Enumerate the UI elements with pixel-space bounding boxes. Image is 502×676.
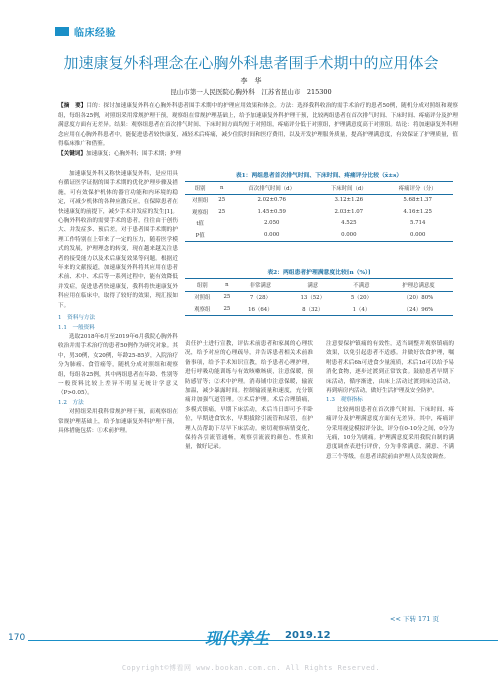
section-tag <box>0 24 116 39</box>
table-1-header: 首次排气时间（d） <box>248 185 295 192</box>
table-row <box>185 229 453 241</box>
heading-materials-methods: 1 资料与方法 <box>58 315 96 322</box>
author: 李 华 <box>240 77 262 85</box>
table-cell: 3.12±1.26 <box>334 197 364 204</box>
table-2-header: 非常满意 <box>249 282 272 289</box>
abstract <box>58 102 458 159</box>
table-cell: 25 <box>223 294 231 301</box>
table-cell: 7（28） <box>249 295 271 302</box>
abstract-text: 目的：探讨加速康复外科在心胸外科患者围手术期中的护理应用效果和体会。方法：选择我科收治的需手术治疗的患者50例，随机分成对照组和观察组，每组各25例，对照组采用常规护理干预，观察组在常规护理基础上，给予加速康复外科护理干预，比较两组患者在首次排气时间、下床时间、疼痛评分及护理满意度方面有无差异。结果：观察组患者在首次排气时间、下床时间方面均短于对照组，疼痛评分低于对照组，护理满意度高于对照组。结论：将加速康复外科理念应用在心胸外科患者中，能促进患者较快康复，减轻术后疼痛，减少住院时间和医疗费用，以及开发护理服务质量，提高护理满意度，有效保证了护理质量，值得临床推广和借鉴。 <box>58 103 458 147</box>
table-cell: 25 <box>218 208 226 215</box>
table-cell: 2.02±0.76 <box>257 197 286 204</box>
table-cell: 13（52） <box>300 295 325 302</box>
table-cell: 1.45±0.59 <box>257 208 286 215</box>
table-cell: 对照组 <box>192 198 209 205</box>
intro-paragraph: 加速康复外科又称快速康复外科，是应用具有循证医学证据的围手术期的优化护理步骤及措施，可有效保护机体的器官功能和内环境的稳定，可减少机体的各种应激反应，在保障患者在快速康复的前提下，减少手术并发症的发生[1]。心胸外科收治的需要手术的患者，往往由于创伤大、并发症多、预后差。对于患者围手术期的护理工作特别在上带来了一定的压力，随着医学模式的发展，护理理念的转变，现在越来越关注患者的接受能力以及术后康复效果等问题。根据近年来的文献报道，加速康复外科将其应用在患者术前、术中、术后等一系列过程中，能有效降低并发症，促进患者快速康复，我科将快速康复外科应用在临床中，取得了较好的效果，现汇报如下。 <box>58 171 178 309</box>
table-cell: 观察组 <box>192 209 209 216</box>
table-1-header: 疼痛评分（分） <box>398 185 437 192</box>
table-1-header: n <box>219 184 224 191</box>
table-cell: 5.714 <box>409 220 426 227</box>
table-2-header: 组别 <box>196 282 208 289</box>
table-row <box>185 303 453 315</box>
table-1-caption: 表1：两组患者首次排气时间、下床时间、疼痛评分比较（x̄±s） <box>235 173 403 179</box>
heading-observation-index: 1.3 观察指标 <box>326 397 363 404</box>
continued-note: << 下转 171 页 <box>390 615 439 623</box>
page-number: 170 <box>8 633 26 643</box>
table-cell: （24）96% <box>403 306 434 313</box>
table-2-header: 不满意 <box>353 282 370 289</box>
table-cell: 4.525 <box>341 220 357 227</box>
table-row <box>185 291 453 303</box>
observation-paragraph: 比较两组患者在首次排气时间、下床时间、疼痛评分及护理满意度方面有无差异。其中，疼痛评分采用视觉模拟评分法，评分在0-10分之间，0分为无痛，10分为剧痛。护理满意度采用我院自制的满意度调查表进行评价，分为非常满意、满意、不满意三个等级，在患者出院前由护理人员发放调查。 <box>326 406 455 460</box>
table-2-header: n <box>225 281 229 288</box>
table-cell: 5（20） <box>350 295 372 302</box>
table-cell: 16（64） <box>248 306 273 313</box>
right-paragraph-1: 注意要保护镇痛的有效性，适当调整并观察镇痛的效果，以免引起患者不适感。并做好饮食护理，嘱咐患者术后6h可进食少量流质，术后1d可以给予易消化食物，逐步过渡到正常饮食。鼓励患者早期下床活动，循序渐进，由床上活动过渡到床边活动，再到病房内活动，做好生活护理及安全防护。 <box>326 341 454 395</box>
mid-paragraph: 责任护士进行宣教，评估术前患者和家属的心理状况，给予对应的心理疏导，并告诉患者相关术前准备事项，给予手术知识宣教，给予患者心理护理，进行呼吸功能训练与有效咳嗽咳痰，注意保暖，预防感冒等；②术中护理。消毒铺巾注意保暖，输液加温，减少暴露时间。控制输液量和速度，充分镇痛并加强气道管理。③术后护理。术后合理镇痛，多模式镇痛，早期下床活动，术后当日即可予半卧位，早期进食饮水，早期拔除引流管和尿管，在护理人员帮助下尽早下床活动。密切观察病情变化，保持各引流管通畅，观察引流液的颜色、性质和量，做好记录。 <box>185 341 313 451</box>
table-row <box>185 218 453 230</box>
table-cell: 0.000 <box>341 231 357 238</box>
table-cell: 1（4） <box>352 306 371 313</box>
methods-paragraph: 对照组采用我科常规护理干预，而观察组在常规护理基础上，给予加速康复外科护理干预，具体措施包括：①术前护理。 <box>58 409 178 434</box>
middle-column <box>185 340 313 453</box>
table-1-header: 下床时间（d） <box>330 185 367 192</box>
table-cell: 4.16±1.25 <box>403 208 432 215</box>
heading-methods: 1.2 方法 <box>58 399 84 406</box>
table-cell: P值 <box>195 232 205 239</box>
copyright-watermark: Copyright©博看网 www.bookan.com.cn. All Rights Reserved. <box>121 664 381 672</box>
table-cell: （20）80% <box>403 295 434 302</box>
left-column <box>58 170 178 436</box>
table-cell: 0.000 <box>264 231 280 238</box>
journal-logo: 现代养生 <box>205 629 270 648</box>
section-tag-label: 临床经验 <box>74 28 116 39</box>
table-cell: 8（32） <box>302 306 324 313</box>
table-row <box>185 206 453 218</box>
keywords-label: 【关键词】 <box>58 150 86 157</box>
abstract-label: 【摘 要】 <box>58 103 87 109</box>
table-1-header: 组别 <box>194 185 206 192</box>
table-2-header: 护理总满意度 <box>402 282 435 289</box>
table-cell: 25 <box>223 305 231 312</box>
right-column <box>326 340 454 462</box>
table-row <box>185 194 453 206</box>
section-tag-bar <box>55 27 69 36</box>
table-2-grid <box>185 278 453 316</box>
table-cell <box>215 218 228 230</box>
table-cell: 25 <box>218 197 226 204</box>
heading-general-data: 1.1 一般资料 <box>58 324 95 331</box>
affiliation: 昆山市第一人民医院心胸外科 江苏省昆山市 215300 <box>170 88 332 96</box>
keywords-text: 加速康复；心胸外科；围手术期；护理 <box>85 150 182 157</box>
table-2-header: 满意 <box>307 282 319 289</box>
table-cell: 0.000 <box>409 231 426 238</box>
table-cell <box>215 229 228 241</box>
table-cell: 5.68±1.37 <box>403 197 432 204</box>
table-cell: 2.050 <box>264 220 280 227</box>
table-cell: 观察组 <box>194 306 211 313</box>
article-title: 加速康复外科理念在心胸外科患者围手术期中的应用体会 <box>63 54 439 72</box>
table-cell: 对照组 <box>194 295 211 302</box>
table-1-grid <box>185 181 453 242</box>
table-2-caption: 表2：两组患者护理满意度比较[n（%）] <box>267 270 371 276</box>
table-cell: 2.03±1.07 <box>334 208 364 215</box>
table-1 <box>185 170 453 242</box>
issue-date: 2019.12 <box>285 630 331 641</box>
general-data-paragraph: 选取2018年6月至2019年6月我院心胸外科收治并需手术治疗的患者50例作为研究对象。其中，男30例，女20例，年龄25-85岁，入院治疗分为肺癌、食管癌等，随机分成对照组和观察组，每组各25例，其中两组患者在年龄、性别等一般资料比较上差异不明显无统计学意义（P>0.05）。 <box>58 333 178 397</box>
table-cell: t值 <box>196 221 204 228</box>
table-2 <box>185 267 453 316</box>
